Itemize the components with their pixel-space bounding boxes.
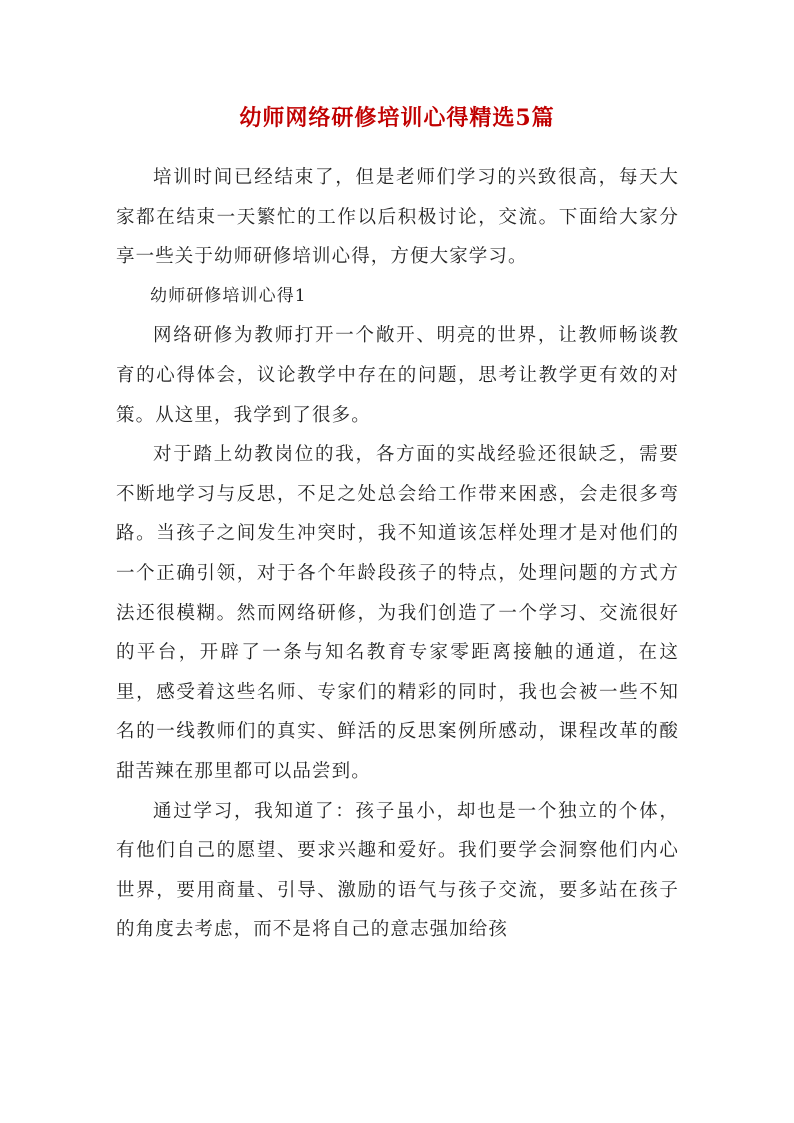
body-paragraph: 网络研修为教师打开一个敞开、明亮的世界，让教师畅谈教育的心得体会，议论教学中存在的问题，思考让教学更有效的对策。从这里，我学到了很多。 (116, 325, 679, 426)
body-paragraph: 对于踏上幼教岗位的我，各方面的实战经验还很缺乏，需要不断地学习与反思，不足之处总会给工作带来困惑，会走很多弯路。当孩子之间发生冲突时，我不知道该怎样处理才是对他们的一个正确引领，对于各个年龄段孩子的特点，处理问题的方式方法还很模糊。然而网络研修，为我们创造了一个学习、交流很好的平台，开辟了一条与知名教育专家零距离接触的通道，在这里，感受着这些名师、专家们的精彩的同时，我也会被一些不知名的一线教师们的真实、鲜活的反思案例所感动，课程改革的酸甜苦辣在那里都可以品尝到。 (116, 444, 679, 782)
section-heading: 幼师研修培训心得1 (150, 285, 307, 306)
intro-paragraph: 培训时间已经结束了，但是老师们学习的兴致很高，每天大家都在结束一天繁忙的工作以后积极讨论，交流。下面给大家分享一些关于幼师研修培训心得，方便大家学习。 (116, 167, 679, 268)
body-paragraph: 通过学习，我知道了：孩子虽小，却也是一个独立的个体，有他们自己的愿望、要求兴趣和爱好。我们要学会洞察他们内心世界，要用商量、引导、激励的语气与孩子交流，要多站在孩子的角度去考虑，而不是将自己的意志强加给孩 (116, 800, 679, 941)
document-body (116, 158, 679, 950)
document-title: 幼师网络研修培训心得精选5篇 (239, 105, 555, 131)
